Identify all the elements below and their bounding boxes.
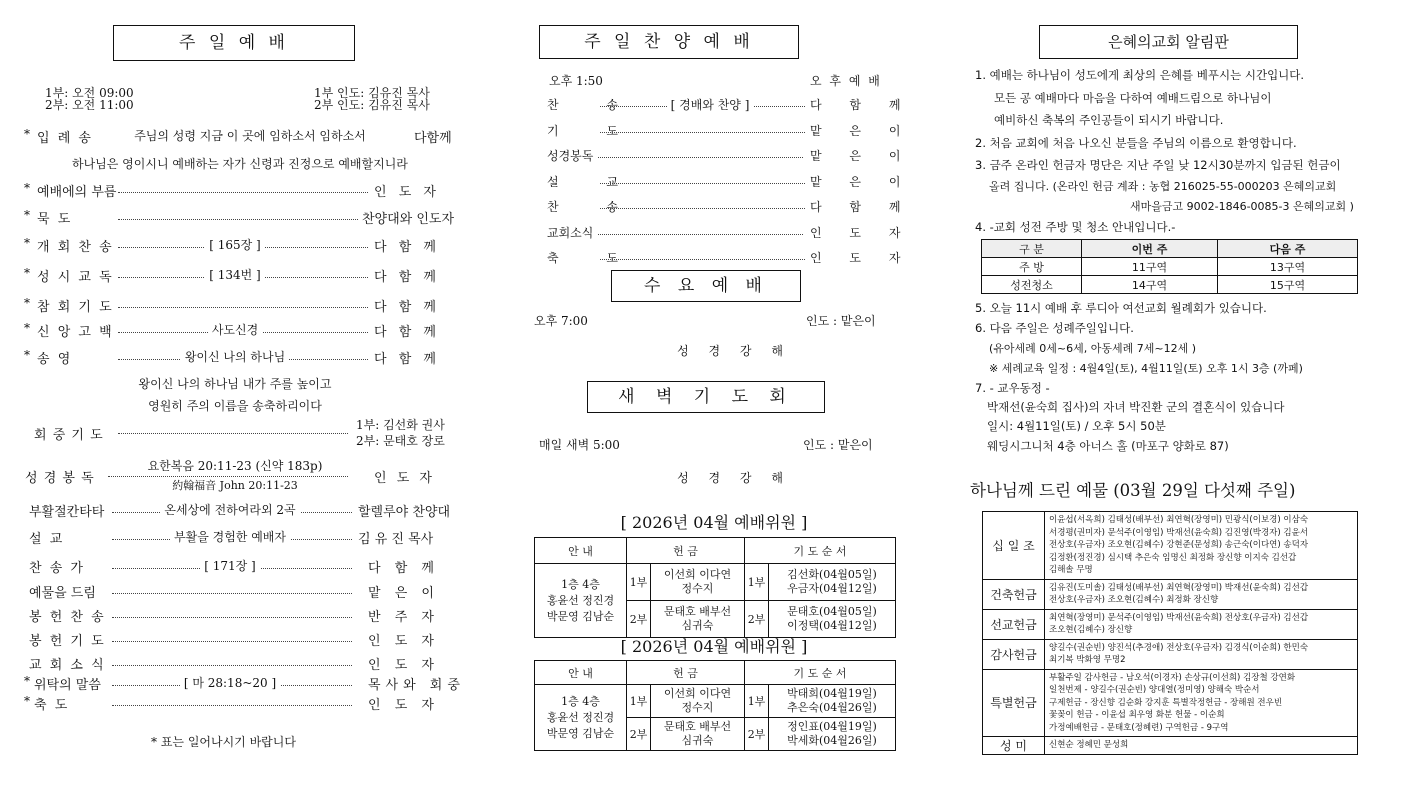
offering-category: 십 일 조	[983, 512, 1045, 580]
offering-donors: 최연혁(장영미) 문석주(이영임) 박재선(윤숙희) 전상호(우금자) 김선갑 조오현(김혜수) 장신향	[1045, 609, 1358, 639]
afternoon-item-leader: 맡 은 이	[810, 149, 913, 163]
order-item-label: 송 영	[37, 352, 73, 367]
clean-row-this: 11구역	[1082, 258, 1218, 276]
sunday-service-title-box: 주 일 예 배	[113, 25, 355, 61]
order-item-detail: 온세상에 전하여라외 2곡	[125, 501, 335, 518]
order-item-detail: 부활을 경험한 예배자	[125, 528, 335, 545]
notice-5: 5. 오늘 11시 예배 후 루디아 여선교회 월례회가 있습니다.	[975, 301, 1267, 315]
duty2-pr2: 정인표(04월19일) 박세화(04월26일)	[769, 718, 896, 751]
order-item-detail: [ 마 28:18~20 ]	[125, 674, 335, 691]
duty1-head-offering: 헌 금	[627, 538, 745, 564]
offering-row	[983, 579, 1358, 609]
standing-footnote: * 표는 일어나시기 바랍니다	[151, 735, 296, 749]
afternoon-item-leader: 인 도 자	[810, 251, 913, 265]
wednesday-time: 오후 7:00	[534, 314, 588, 328]
order-item-detail: 사도신경	[130, 321, 340, 338]
order-item-label: 위탁의 말씀	[34, 678, 101, 693]
prayer-first: 1부: 김선화 권사	[356, 418, 445, 432]
order-item-label: 봉 헌 기 도	[29, 634, 106, 649]
order-item-leader: 목사와 회중	[368, 678, 465, 693]
afternoon-service-title-box: 주 일 찬 양 예 배	[539, 25, 799, 59]
order-item-leader: 김 유 진 목사	[358, 532, 434, 547]
notice-1c: 예비하신 축복의 주인공들이 되시기 바랍니다.	[994, 113, 1224, 127]
order-item-leader: 다 함 께	[374, 300, 440, 315]
order-item-leader: 인 도 자	[368, 634, 439, 649]
duty1-pr1-no: 1부	[745, 564, 769, 601]
standing-mark: *	[24, 321, 30, 335]
notice-2: 2. 처음 교회에 처음 나오신 분들을 주님의 이름으로 환영합니다.	[975, 136, 1297, 150]
order-item-label: 교 회 소 식	[29, 658, 106, 673]
duty1-pr2-no: 2부	[745, 601, 769, 638]
leader-dotline	[118, 219, 358, 220]
cleaning-table	[981, 239, 1358, 294]
dawn-leader: 인도 : 맡은이	[803, 438, 873, 452]
offering-category: 감사헌금	[983, 639, 1045, 669]
prayer-label: 회 중 기 도	[34, 428, 104, 443]
standing-mark: *	[24, 296, 30, 310]
afternoon-item-leader: 다 함 께	[810, 98, 913, 112]
duty1-off1-no: 1부	[627, 564, 651, 601]
offering-row	[983, 669, 1358, 737]
notice-6a: 6. 다음 주일은 성례주일입니다.	[975, 321, 1134, 335]
leader-dotline	[600, 183, 805, 184]
leader-dotline	[112, 593, 352, 594]
duty2-head-guide: 안 내	[535, 661, 627, 685]
order-item-leader: 맡 은 이	[368, 586, 439, 601]
second-service-leader: 2부 인도: 김유진 목사	[314, 98, 430, 112]
afternoon-item-detail: [ 경배와 찬양 ]	[620, 96, 800, 113]
clean-row-next: 15구역	[1218, 276, 1358, 294]
order-item-leader: 할렐루야 찬양대	[358, 505, 451, 520]
duty2-off1: 이선희 이다연 정수지	[651, 685, 745, 718]
afternoon-item-leader: 맡 은 이	[810, 123, 913, 138]
offering-donors: 이윤섭(서옥희) 김태성(배부선) 최연혁(장영미) 민광식(이보경) 이삼숙 서경평(권미자) 문석주(이영임) 박재선(윤숙희) 김진영(박경자) 김윤서 전상호(우금자) 조오현(김혜수) 강현준(문성희) 송근숙(이다연) 송덕자 김정환(정진경) 심시택 추은숙 임명신 최정화 장신향 이지숙 김선갑 김해솔 무명	[1045, 512, 1358, 580]
order-item-detail: [ 134번 ]	[130, 266, 340, 283]
offering-donors: 양길수(권순빈) 양진석(추경애) 전상호(우금자) 김경식(이순희) 한민숙 최기복 박화영 무명2	[1045, 639, 1358, 669]
duty1-pr2: 문태호(04월05일) 이정택(04월12일)	[769, 601, 896, 638]
clean-head-category: 구 분	[982, 240, 1082, 258]
notice-board-title-box: 은혜의교회 알림판	[1039, 25, 1298, 59]
afternoon-item-leader: 맡 은 이	[810, 174, 913, 189]
wednesday-title-box: 수 요 예 배	[611, 270, 801, 302]
wednesday-content: 성 경 강 해	[677, 344, 791, 358]
order-item-label: 부활절칸타타	[29, 505, 105, 520]
order-item-label: 봉 헌 찬 송	[29, 610, 106, 625]
afternoon-item-label: 찬 송	[547, 98, 640, 112]
afternoon-label: 오 후 예 배	[810, 74, 882, 88]
offering-category: 선교헌금	[983, 609, 1045, 639]
duty-table-1	[534, 537, 896, 638]
reading-label: 성 경 봉 독	[25, 471, 95, 486]
notice-3b: 올려 집니다. (온라인 헌금 계좌 : 농협 216025-55-000203 은혜의교회	[989, 180, 1337, 193]
standing-mark: *	[24, 181, 30, 195]
afternoon-item-label: 기 도	[547, 123, 640, 138]
clean-row-next: 13구역	[1218, 258, 1358, 276]
duty2-off2-no: 2부	[627, 718, 651, 751]
notice-3a: 3. 금주 온라인 헌금자 명단은 지난 주일 낮 12시30분까지 입금된 헌금이	[975, 158, 1341, 172]
prayer-second: 2부: 문태호 장로	[356, 434, 445, 448]
leader-dotline	[112, 641, 352, 642]
notice-6c: ※ 세례교육 일정 : 4월4일(토), 4월11일(토) 오후 1시 3층 (까페)	[989, 362, 1303, 375]
offering-donors: 김유진(도미솔) 김태성(배부선) 최연혁(장영미) 박재선(윤숙희) 김선갑 전상호(우금자) 조오현(김혜수) 최정화 장신향	[1045, 579, 1358, 609]
song-lyric-line1: 왕이신 나의 하나님 내가 주를 높이고	[138, 377, 332, 391]
afternoon-item-leader: 인 도 자	[810, 225, 913, 240]
leader-dotline	[112, 665, 352, 666]
first-service-leader: 1부 인도: 김유진 목사	[314, 86, 430, 100]
standing-mark: *	[24, 348, 30, 362]
duty-title-1: [ 2026년 04월 예배위원 ]	[620, 513, 808, 532]
dawn-content: 성 경 강 해	[677, 471, 791, 485]
afternoon-item-label: 찬 송	[547, 200, 640, 214]
dawn-prayer-title-box: 새 벽 기 도 회	[587, 381, 825, 413]
wednesday-leader: 인도 : 맡은이	[806, 314, 876, 328]
order-item-detail: [ 171장 ]	[125, 557, 335, 574]
afternoon-item-leader: 다 함 께	[810, 200, 913, 214]
duty2-off1-no: 1부	[627, 685, 651, 718]
order-item-leader: 다 함 께	[374, 325, 440, 340]
order-item-label: 묵 도	[37, 212, 73, 227]
duty2-head-offering: 헌 금	[627, 661, 745, 685]
clean-row-cat: 주 방	[982, 258, 1082, 276]
order-item-label: 예물을 드림	[29, 586, 96, 601]
standing-mark: *	[24, 694, 30, 708]
standing-mark: *	[24, 674, 30, 688]
leader-dotline	[118, 307, 368, 308]
order-item-label: 찬 송 가	[29, 561, 85, 576]
song-lyric-line2: 영원히 주의 이름을 송축하리이다	[148, 399, 322, 413]
offering-row	[983, 609, 1358, 639]
leader-dotline	[112, 705, 352, 706]
order-item-label: 개 회 찬 송	[37, 240, 114, 255]
leader-dotline	[600, 259, 805, 260]
clean-head-next-week: 다음 주	[1218, 240, 1358, 258]
standing-mark: *	[24, 208, 30, 222]
notice-7a: 7. - 교우동정 -	[975, 381, 1050, 395]
offering-row	[983, 639, 1358, 669]
order-item-leader: 다 함 께	[374, 270, 440, 285]
order-item-leader: 다 함 께	[374, 240, 440, 255]
order-item-detail: [ 165장 ]	[130, 236, 340, 253]
scripture-quote: 하나님은 영이시니 예배하는 자가 신령과 진정으로 예배할지니라	[72, 157, 408, 171]
offering-category: 건축헌금	[983, 579, 1045, 609]
order-item-label: 설 교	[29, 532, 65, 547]
notice-7b: 박재선(윤숙희 집사)의 자녀 박진환 군의 결혼식이 있습니다	[987, 400, 1285, 414]
notice-3c: 새마을금고 9002-1846-0085-3 은혜의교회 )	[1130, 200, 1354, 213]
duty1-off1: 이선희 이다연 정수지	[651, 564, 745, 601]
standing-mark: *	[24, 266, 30, 280]
offering-row	[983, 737, 1358, 755]
reading-passage-alt: 約翰福音 John 20:11-23	[130, 477, 340, 493]
notice-1a: 1. 예배는 하나님이 성도에게 최상의 은혜를 베푸시는 시간입니다.	[975, 68, 1305, 82]
duty2-pr1-no: 1부	[745, 685, 769, 718]
duty-title-2: [ 2026년 04월 예배위원 ]	[620, 637, 808, 656]
standing-mark: *	[24, 236, 30, 250]
afternoon-item-label: 축 도	[547, 251, 640, 265]
offering-table	[982, 511, 1358, 755]
leader-dotline	[600, 208, 805, 209]
offering-donors: 부활주일 감사헌금 - 남오석(이경자) 손상규(이선희) 김장철 강연화 일천번제 - 양길수(권순빈) 양대열(정미영) 양해숙 박순서 구제헌금 - 장신향 김순화 강지훈 특별작정헌금 - 장해원 전우빈 꽃꽂이 헌금 - 이윤섭 최우영 화분 헌물 - 이순희 가정예배헌금 - 문태호(정혜련) 구역헌금 - 9구역	[1045, 669, 1358, 737]
clean-row-cat: 성전청소	[982, 276, 1082, 294]
afternoon-time: 오후 1:50	[549, 74, 603, 88]
duty2-pr1: 박태희(04월19일) 추은숙(04월26일)	[769, 685, 896, 718]
clean-head-this-week: 이번 주	[1082, 240, 1218, 258]
notice-4: 4. -교회 성전 주방 및 청소 안내입니다.-	[975, 220, 1176, 234]
duty1-off2-no: 2부	[627, 601, 651, 638]
order-item-label: 예배에의 부름	[37, 185, 117, 200]
leader-dotline	[600, 132, 805, 133]
order-item-label: 입 례 송	[37, 131, 93, 146]
notice-6b: (유아세례 0세~6세, 아동세례 7세~12세 )	[989, 342, 1197, 355]
duty1-guide: 1층 4층 홍윤선 정진경 박문영 김남순	[535, 564, 627, 638]
leader-dotline	[118, 192, 368, 193]
standing-mark: *	[24, 127, 30, 141]
order-item-leader: 인 도 자	[368, 658, 439, 673]
order-item-label: 성 시 교 독	[37, 270, 114, 285]
notice-7c: 일시: 4월11일(토) / 오후 5시 50분	[987, 419, 1166, 433]
duty1-head-prayer: 기 도 순 서	[745, 538, 896, 564]
afternoon-item-label: 교회소식	[547, 225, 594, 240]
dawn-time: 매일 새벽 5:00	[539, 438, 620, 452]
order-item-leader: 찬양대와 인도자	[362, 212, 455, 227]
prayer-dotline	[118, 433, 348, 434]
order-item-label: 축 도	[34, 698, 70, 713]
second-service-time: 2부: 오전 11:00	[45, 98, 134, 112]
duty2-guide: 1층 4층 홍윤선 정진경 박문영 김남순	[535, 685, 627, 751]
duty-table-2	[534, 660, 896, 751]
notice-1b: 모든 공 예배마다 마음을 다하여 예배드림으로 하나님이	[994, 91, 1272, 105]
reading-passage: 요한복음 20:11-23 (신약 183p)	[130, 457, 340, 474]
leader-dotline	[112, 617, 352, 618]
offering-category: 특별헌금	[983, 669, 1045, 737]
order-item-detail: 왕이신 나의 하나님	[130, 348, 340, 365]
notice-7d: 웨딩시그니처 4층 아너스 홀 (마포구 양화로 87)	[987, 439, 1229, 453]
order-item-leader: 다함께	[414, 131, 452, 146]
order-item-leader: 다 함 께	[368, 561, 439, 576]
reading-right: 인 도 자	[374, 471, 435, 486]
order-item-leader: 인 도 자	[368, 698, 439, 713]
offering-section-title: 하나님께 드린 예물 (03월 29일 다섯째 주일)	[970, 481, 1296, 500]
duty1-head-guide: 안 내	[535, 538, 627, 564]
offering-row	[983, 512, 1358, 580]
clean-row-this: 14구역	[1082, 276, 1218, 294]
order-item-label: 신 앙 고 백	[37, 325, 114, 340]
duty2-pr2-no: 2부	[745, 718, 769, 751]
afternoon-item-label: 설 교	[547, 174, 640, 189]
order-item-label: 참 회 기 도	[37, 300, 114, 315]
order-item-leader: 다 함 께	[374, 352, 440, 367]
order-item-leader: 반 주 자	[368, 610, 439, 625]
offering-donors: 신현순 정혜민 문성희	[1045, 737, 1358, 755]
afternoon-item-label: 성경봉독	[547, 149, 594, 163]
duty2-head-prayer: 기 도 순 서	[745, 661, 896, 685]
duty1-pr1: 김선화(04월05일) 우금자(04월12일)	[769, 564, 896, 601]
order-item-detail: 주님의 성령 지금 이 곳에 임하소서 임하소서	[130, 127, 370, 144]
offering-category: 성 미	[983, 737, 1045, 755]
first-service-time: 1부: 오전 09:00	[45, 86, 134, 100]
duty2-off2: 문태호 배부선 심귀숙	[651, 718, 745, 751]
leader-dotline	[598, 157, 803, 158]
leader-dotline	[598, 234, 803, 235]
order-item-leader: 인 도 자	[374, 185, 440, 200]
duty1-off2: 문태호 배부선 심귀숙	[651, 601, 745, 638]
